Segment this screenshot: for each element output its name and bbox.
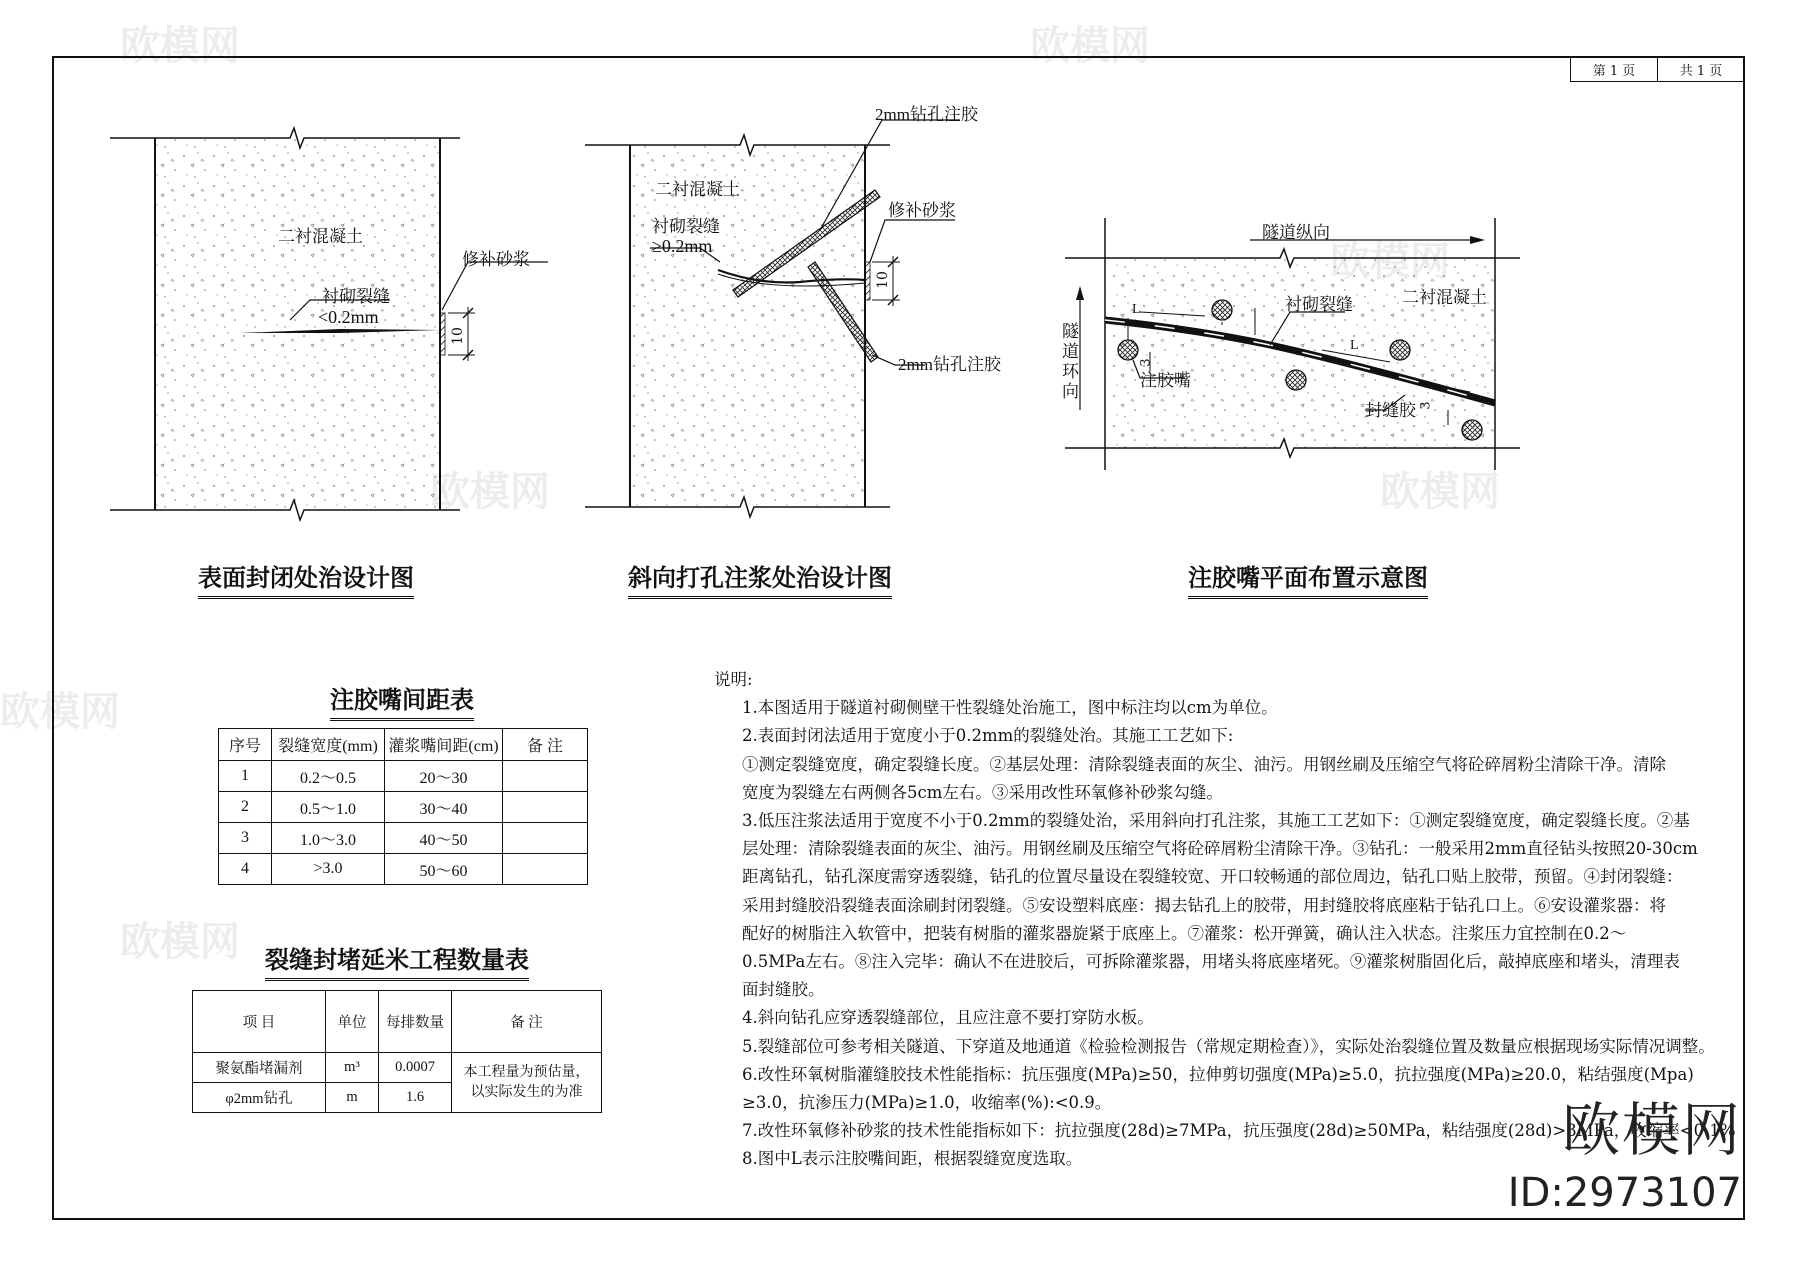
nozzle-spacing-table — [218, 728, 588, 885]
fig1-crack-label: 衬砌裂缝 — [322, 287, 390, 307]
table-row — [219, 792, 588, 823]
fig3-dim-label: 3 — [1138, 358, 1154, 367]
note-line: 面封缝胶。 — [742, 980, 825, 1000]
fig3-crack-label: 衬砌裂缝 — [1285, 295, 1353, 315]
fig3-title: 注胶嘴平面布置示意图 — [1188, 558, 1428, 599]
table1-cell — [503, 792, 588, 823]
watermark-logo: 欧模网 — [1380, 469, 1500, 515]
fig3-dim-label: 3 — [1418, 401, 1434, 410]
fig3-nozzle-label: 注胶嘴 — [1140, 371, 1191, 391]
note-line: 距离钻孔，钻孔深度需穿透裂缝，钻孔的位置尽量设在裂缝较宽、开口较畅通的部位周边，钻孔口贴上胶带，预留。④封闭裂缝： — [742, 867, 1683, 887]
table1-title: 注胶嘴间距表 — [330, 680, 474, 721]
notes-heading: 说明: — [714, 670, 753, 689]
table2-header: 备 注 — [452, 991, 602, 1053]
table2-remark: 本工程量为预估量，以实际发生的为准 — [452, 1053, 602, 1113]
fig1-concrete-label: 二衬混凝土 — [278, 227, 363, 247]
table-row — [219, 823, 588, 854]
table1-cell: 3 — [219, 823, 272, 854]
table1-cell — [503, 823, 588, 854]
fig3-concrete-label: 二衬混凝土 — [1402, 288, 1487, 308]
note-line: 层处理：清除裂缝表面的灰尘、油污。用钢丝刷及压缩空气将砼碎屑粉尘清除干净。③钻孔：一般采用2mm直径钻头按照20-30cm — [742, 839, 1698, 859]
note-line: ≥3.0，抗渗压力(MPa)≥1.0，收缩率(%):<0.9。 — [742, 1093, 1112, 1113]
note-line: 配好的树脂注入软管中，把装有树脂的灌浆器旋紧于底座上。⑦灌浆：松开弹簧，确认注入状态。注浆压力宜控制在0.2～ — [742, 923, 1627, 943]
fig2-title: 斜向打孔注浆处治设计图 — [628, 558, 892, 599]
watermark-logo: 欧模网 — [120, 23, 240, 69]
table-row — [193, 1053, 602, 1083]
note-line: 2.表面封闭法适用于宽度小于0.2mm的裂缝处治。其施工工艺如下: — [742, 726, 1234, 746]
table1-header: 裂缝宽度(mm) — [272, 729, 385, 761]
table1-cell: 50～60 — [385, 854, 503, 885]
brand-watermark: 欧模网 — [1561, 1096, 1742, 1164]
fig2-concrete-label: 二衬混凝土 — [655, 180, 740, 200]
table1-cell: 2 — [219, 792, 272, 823]
table2-header: 每排数量 — [379, 991, 452, 1053]
fig2-mortar-label: 修补砂浆 — [888, 201, 956, 221]
table1-cell: 1.0～3.0 — [272, 823, 385, 854]
table1-cell — [503, 854, 588, 885]
model-id: ID:2973107 — [1507, 1170, 1742, 1216]
crack-quantity-table — [192, 990, 602, 1113]
note-line: 0.5MPa左右。⑧注入完毕：确认不在进胶后，可拆除灌浆器，用堵头将底座堵死。⑨灌浆树脂固化后，敲掉底座和堵头，清理表 — [742, 952, 1680, 972]
table2-cell: φ2mm钻孔 — [193, 1083, 326, 1113]
table2-cell: 1.6 — [379, 1083, 452, 1113]
fig1-mortar-label: 修补砂浆 — [462, 250, 530, 270]
fig3-sealant-label: 封缝胶 — [1365, 401, 1416, 421]
table1-header: 备 注 — [503, 729, 588, 761]
table1-cell: 4 — [219, 854, 272, 885]
table2-cell: m³ — [326, 1053, 379, 1083]
note-line: 3.低压注浆法适用于宽度不小于0.2mm的裂缝处治，采用斜向打孔注浆，其施工工艺如下：①测定裂缝宽度，确定裂缝长度。②基 — [742, 811, 1690, 831]
fig2-crack-width-label: ≥0.2mm — [652, 236, 713, 256]
table2-header: 项 目 — [193, 991, 326, 1053]
watermark-logo: 欧模网 — [1030, 23, 1150, 69]
fig1-crack-width-label: <0.2mm — [318, 307, 379, 327]
note-line: 7.改性环氧修补砂浆的技术性能指标如下：抗拉强度(28d)≥7MPa，抗压强度(28d)≥50MPa，粘结强度(28d)>3MPa，收缩率<0.1% — [742, 1121, 1736, 1141]
watermark-logo: 欧模网 — [0, 689, 120, 735]
fig2-dim-label: 10 — [874, 271, 891, 289]
note-line: 6.改性环氧树脂灌缝胶技术性能指标：抗压强度(MPa)≥50，拉伸剪切强度(MPa)≥5.0，抗拉强度(MPa)≥20.0，粘结强度(Mpa) — [742, 1064, 1694, 1084]
fig1-title: 表面封闭处治设计图 — [198, 558, 414, 599]
fig2-drill-bottom-label: 2mm钻孔注胶 — [898, 355, 1001, 374]
table2-cell: 聚氨酯堵漏剂 — [193, 1053, 326, 1083]
fig1-dim-label: 10 — [449, 327, 466, 345]
fig3-drawing — [1065, 218, 1520, 470]
fig3-ring-label: 隧道环向 — [1062, 322, 1079, 402]
table1-header: 序号 — [219, 729, 272, 761]
note-line: ①测定裂缝宽度，确定裂缝长度。②基层处理：清除裂缝表面的灰尘、油污。用钢丝刷及压缩空气将砼碎屑粉尘清除干净。清除 — [742, 754, 1666, 774]
design-notes — [714, 666, 1736, 1174]
table-row — [219, 761, 588, 792]
table1-cell: 1 — [219, 761, 272, 792]
current-page: 第 1 页 — [1571, 57, 1658, 81]
fig2-crack-label: 衬砌裂缝 — [652, 217, 720, 237]
table1-cell — [503, 761, 588, 792]
note-line: 4.斜向钻孔应穿透裂缝部位，且应注意不要打穿防水板。 — [742, 1008, 1154, 1028]
table1-cell: >3.0 — [272, 854, 385, 885]
table1-cell: 0.2～0.5 — [272, 761, 385, 792]
fig3-spacing-label: L — [1350, 338, 1359, 353]
table2-cell: m — [326, 1083, 379, 1113]
fig3-spacing-label: L — [1132, 302, 1141, 317]
table2-title: 裂缝封堵延米工程数量表 — [265, 940, 529, 981]
fig3-longitudinal-label: 隧道纵向 — [1262, 223, 1330, 243]
table2-header: 单位 — [326, 991, 379, 1053]
table1-cell: 40～50 — [385, 823, 503, 854]
table1-cell: 0.5～1.0 — [272, 792, 385, 823]
note-line: 1.本图适用于隧道衬砌侧壁干性裂缝处治施工，图中标注均以cm为单位。 — [742, 698, 1278, 718]
fig2-drawing — [585, 120, 960, 517]
table-row — [219, 854, 588, 885]
table1-cell: 30～40 — [385, 792, 503, 823]
fig2-drill-top-label: 2mm钻孔注胶 — [875, 105, 978, 124]
table1-cell: 20～30 — [385, 761, 503, 792]
note-line: 采用封缝胶沿裂缝表面涂刷封闭裂缝。⑤安设塑料底座：揭去钻孔上的胶带，用封缝胶将底座粘于钻孔口上。⑥安设灌浆器：将 — [742, 895, 1666, 915]
note-line: 5.裂缝部位可参考相关隧道、下穿道及地通道《检验检测报告（常规定期检查）》，实际处治裂缝位置及数量应根据现场实际情况调整。 — [742, 1036, 1715, 1056]
note-line: 8.图中L表示注胶嘴间距，根据裂缝宽度选取。 — [742, 1149, 1083, 1169]
table2-cell: 0.0007 — [379, 1053, 452, 1083]
total-pages: 共 1 页 — [1679, 63, 1723, 79]
table1-header: 灌浆嘴间距(cm) — [385, 729, 503, 761]
watermark-logo: 欧模网 — [120, 919, 240, 965]
note-line: 宽度为裂缝左右两侧各5cm左右。③采用改性环氧修补砂浆勾缝。 — [742, 782, 1223, 802]
watermark-logo: 欧模网 — [430, 469, 550, 515]
